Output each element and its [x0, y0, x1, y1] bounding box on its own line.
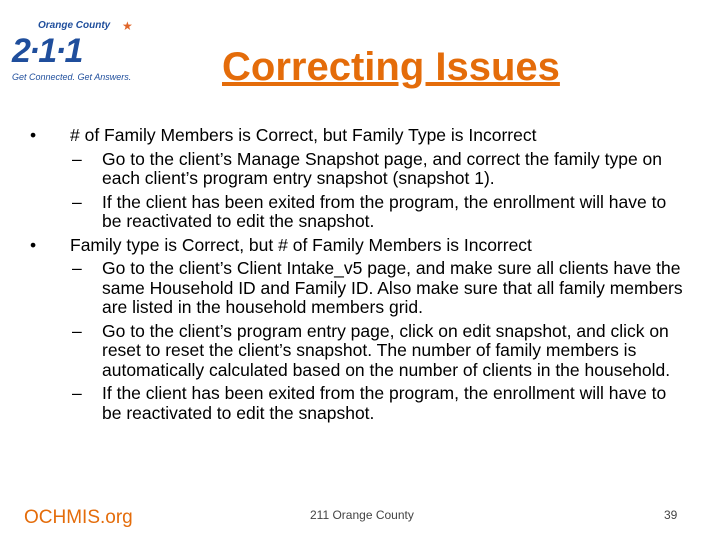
bullet: • # of Family Members is Correct, but Family Type is Incorrect	[30, 125, 537, 145]
star-icon: ★	[122, 19, 133, 33]
bullet-text: Family type is Correct, but # of Family Members is Incorrect	[70, 234, 532, 255]
logo-county-text: Orange County	[38, 20, 111, 31]
slide-body	[30, 122, 690, 423]
sub-bullet: – Go to the client’s Client Intake_v5 page, and make sure all clients have the same Household ID and Family ID. Also make sure that all family members are listed in the household members grid.	[72, 258, 683, 317]
sub-bullet-text: Go to the client’s Manage Snapshot page, and correct the family type on each client’s program entry snapshot (snapshot 1).	[102, 148, 663, 188]
sub-bullet-text: Go to the client’s program entry page, click on edit snapshot, and click on reset to reset the client’s snapshot. The number of family members is automatically calculated based on the number of clients in the household.	[102, 320, 671, 380]
logo-number: 2·1·1	[12, 32, 82, 70]
sub-bullet: – If the client has been exited from the program, the enrollment will have to be reactivated to edit the snapshot.	[72, 191, 667, 231]
sub-bullet-text: Go to the client’s Client Intake_v5 page, and make sure all clients have the same Household ID and Family ID. Also make sure that all family members are listed in the household members grid.	[102, 258, 683, 317]
footer-website: OCHMIS.org	[24, 507, 133, 528]
slide-title: Correcting Issues	[222, 45, 560, 89]
orange-county-211-logo	[10, 20, 140, 86]
sub-bullet-text: If the client has been exited from the program, the enrollment will have to be reactivated to edit the snapshot.	[102, 383, 667, 423]
sub-bullet: – If the client has been exited from the program, the enrollment will have to be reactivated to edit the snapshot.	[72, 383, 667, 423]
bullet: • Family type is Correct, but # of Family Members is Incorrect	[30, 234, 532, 255]
sub-bullet: – Go to the client’s Manage Snapshot page, and correct the family type on each client’s program entry snapshot (snapshot 1).	[72, 148, 663, 188]
logo-tagline: Get Connected. Get Answers.	[12, 72, 132, 82]
sub-bullet-text: If the client has been exited from the program, the enrollment will have to be reactivated to edit the snapshot.	[102, 191, 667, 231]
bullet-text: # of Family Members is Correct, but Family Type is Incorrect	[70, 125, 537, 145]
slide-number: 39	[664, 508, 678, 522]
footer-organization: 211 Orange County	[310, 508, 414, 522]
sub-bullet: – Go to the client’s program entry page, click on edit snapshot, and click on reset to reset the client’s snapshot. The number of family members is automatically calculated based on the number of clients in the household.	[72, 320, 671, 380]
